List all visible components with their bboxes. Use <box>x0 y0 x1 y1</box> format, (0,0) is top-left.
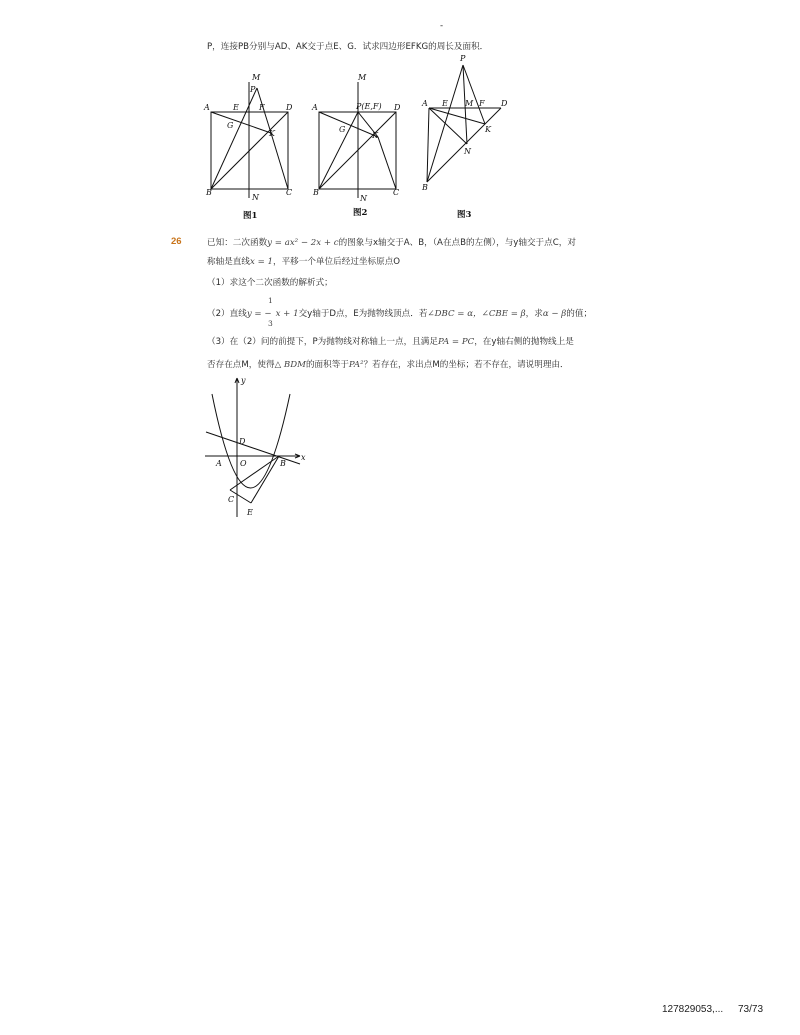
fig2-label-k: K <box>372 131 378 140</box>
q26-part2-formula-2: x + 1 <box>275 309 299 319</box>
q26-part-3-line-2 <box>207 359 569 371</box>
q26-part3-d: 的面积等于 <box>305 360 349 370</box>
fig3-label-e: E <box>442 99 448 108</box>
fig2-label-b: B <box>313 188 319 197</box>
fig3-label-f: F <box>479 99 485 108</box>
fig1-label-a: A <box>204 103 210 112</box>
fig1-label-b: B <box>206 188 212 197</box>
graph-label-x: x <box>301 453 306 462</box>
fig1-label-c: C <box>286 188 293 197</box>
q26-part2-a: （2）直线 <box>207 309 247 319</box>
page-indicator: 73/73 <box>738 1004 764 1015</box>
figure-3 <box>415 52 515 222</box>
fig1-line-kc <box>271 133 288 189</box>
q26-part3-c: 否存在点M，使得 <box>207 360 275 370</box>
fig1-label-d: D <box>286 103 293 112</box>
header-mark: - <box>440 21 444 31</box>
fig1-label-p: P <box>250 85 256 94</box>
graph-label-e: E <box>247 508 253 517</box>
graph-label-o: O <box>240 459 247 468</box>
q26-line2-b: ，平移一个单位后经过坐标原点O <box>272 257 401 267</box>
question-number: 26 <box>171 236 182 247</box>
fraction-numerator: 1 <box>268 296 273 305</box>
q26-line1-a: 已知：二次函数 <box>207 238 268 248</box>
q26-line2-a: 称轴是直线 <box>207 257 250 267</box>
q26-part2-formula-3: ∠DBC = α，∠CBE = β <box>427 309 526 319</box>
q26-part3-formula-3: PA² <box>348 360 364 370</box>
fig3-caption: 图3 <box>457 210 472 220</box>
graph-label-d: D <box>239 437 246 446</box>
graph-label-c: C <box>228 495 235 504</box>
fig2-label-m: M <box>358 73 367 82</box>
fig3-label-d: D <box>501 99 508 108</box>
q26-part2-b: 交y轴于D点，E为抛物线顶点．若 <box>298 309 428 319</box>
graph-label-y: y <box>241 376 246 385</box>
document-id: 127829053,... <box>662 1004 724 1015</box>
q26-line1-b: 的图象与x轴交于A、B，（A在点B的左侧），与y轴交于点C，对 <box>338 238 576 248</box>
q26-part3-a: （3）在（2）问的前提下，P为抛物线对称轴上一点，且满足 <box>207 337 438 347</box>
fig3-line-ab <box>427 108 429 182</box>
q26-line1-formula: y = ax² − 2x + c <box>267 238 339 248</box>
fig2-label-a: A <box>312 103 318 112</box>
q26-part2-formula-1: y = − <box>246 309 272 319</box>
fig1-label-k: K <box>269 129 275 138</box>
fig1-line-ak <box>211 112 271 133</box>
q26-part-3-line-1 <box>207 336 574 348</box>
q26-part3-formula-2: △ BDM <box>274 360 306 370</box>
fig1-label-e: E <box>233 103 239 112</box>
figure-1 <box>200 70 300 225</box>
q26-part3-b: ，在y轴右侧的抛物线上是 <box>474 337 574 347</box>
fig2-label-c: C <box>393 188 400 197</box>
figure-2 <box>308 70 408 220</box>
q26-part3-formula-1: PA = PC <box>437 337 475 347</box>
fraction-denominator: 3 <box>268 319 273 328</box>
q26-part2-d: 的值； <box>566 309 593 319</box>
fig1-label-g: G <box>227 121 234 130</box>
q26-line2-formula: x = 1 <box>249 257 273 267</box>
fig2-line-kc <box>378 137 396 189</box>
fig2-caption: 图2 <box>353 208 368 218</box>
fig3-label-p: P <box>460 54 466 63</box>
parabola-curve <box>212 394 290 488</box>
q26-part-1: （1）求这个二次函数的解析式； <box>207 278 333 288</box>
fig2-label-n: N <box>360 194 367 203</box>
fig3-label-b: B <box>422 183 428 192</box>
q26-line-1 <box>207 237 576 249</box>
fig2-label-d: D <box>394 103 401 112</box>
q26-part2-c: ，求 <box>525 309 543 319</box>
fig1-caption: 图1 <box>243 211 258 221</box>
fig2-line-bp <box>319 112 358 189</box>
parabola-graph <box>200 372 310 522</box>
q26-line-2 <box>207 256 400 268</box>
fig3-label-m: M <box>465 99 474 108</box>
graph-label-a: A <box>216 459 222 468</box>
fig3-label-n: N <box>464 147 471 156</box>
fig2-line-ak <box>319 112 378 137</box>
fig3-label-k: K <box>485 125 491 134</box>
fig3-line-pk <box>463 65 485 124</box>
fig1-label-f: F <box>259 103 265 112</box>
fig2-label-g: G <box>339 125 346 134</box>
line-eb <box>251 456 279 503</box>
fig3-label-a: A <box>422 99 428 108</box>
q26-part-2 <box>207 308 592 320</box>
q26-part2-formula-4: α − β <box>542 309 567 319</box>
fig2-label-pef: P(E,F) <box>356 102 382 111</box>
question-25-tail: P，连接PB分别与AD、AK交于点E、G．试求四边形EFKG的周长及面积． <box>207 42 489 52</box>
fig1-label-n: N <box>252 193 259 202</box>
graph-label-b: B <box>280 459 286 468</box>
fig1-label-m: M <box>252 73 261 82</box>
q26-part3-e: ？若存在，求出点M的坐标；若不存在，请说明理由． <box>363 360 569 370</box>
